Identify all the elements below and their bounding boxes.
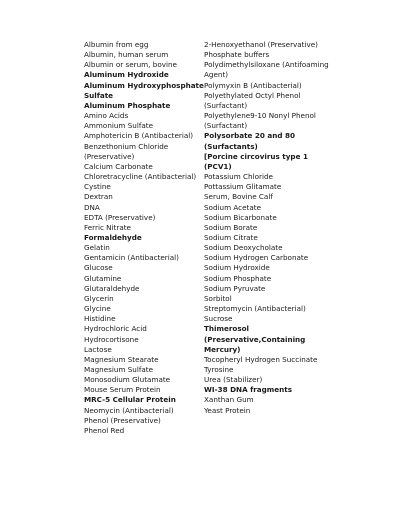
ingredient-item: Xanthan Gum	[204, 395, 254, 405]
ingredient-item: Dextran	[84, 192, 113, 202]
ingredient-item: Benzethonium Chloride (Preservative)	[84, 141, 169, 161]
ingredient-item: Sucrose	[204, 314, 233, 324]
ingredient-item: Aluminum Hydroxide	[84, 70, 169, 80]
ingredient-item: Sodium Hydroxide	[204, 263, 270, 273]
ingredient-item: Aluminum Phosphate	[84, 100, 171, 110]
ingredient-item: Histidine	[84, 314, 116, 324]
ingredient-item: Sodium Phosphate	[204, 273, 272, 283]
ingredient-item: Neomycin (Antibacterial)	[84, 405, 174, 415]
ingredient-item: MRC-5 Cellular Protein	[84, 395, 176, 405]
ingredient-item: Glycerin	[84, 293, 114, 303]
ingredient-item: Sodium Acetate	[204, 202, 261, 212]
ingredient-item: WI-38 DNA fragments	[204, 385, 292, 395]
ingredient-item: Glutamine	[84, 273, 122, 283]
ingredient-item: Streptomycin (Antibacterial)	[204, 304, 306, 314]
ingredient-item: Calcium Carbonate	[84, 161, 153, 171]
ingredient-item: DNA	[84, 202, 100, 212]
ingredient-item: Aluminum Hydroxyphosphate Sulfate	[84, 80, 204, 100]
ingredient-item: Phenol (Preservative)	[84, 415, 161, 425]
ingredient-item: Albumin from egg	[84, 40, 149, 49]
ingredient-item: Glycine	[84, 304, 111, 314]
ingredient-item: Glucose	[84, 263, 113, 273]
ingredient-item: Phenol Red	[84, 425, 125, 435]
ingredient-item: Sodium Citrate	[204, 232, 258, 242]
ingredient-item: Phosphate buffers	[204, 50, 270, 60]
ingredient-item: Serum, Bovine Calf	[204, 192, 273, 202]
ingredient-item: Sodium Pyruvate	[204, 283, 266, 293]
ingredient-item: Formaldehyde	[84, 232, 142, 242]
ingredient-item: Sorbitol	[204, 293, 232, 303]
ingredient-item: Yeast Protein	[204, 405, 251, 415]
ingredient-item: Albumin or serum, bovine	[84, 60, 177, 70]
ingredient-item: Polysorbate 20 and 80 (Surfactants)	[204, 131, 296, 151]
ingredient-item: [Porcine circovirus type 1 (PCV1)	[204, 151, 308, 171]
ingredient-item: Polydimethylsiloxane (Antifoaming Agent)	[204, 60, 329, 80]
ingredient-item: Hydrochloric Acid	[84, 324, 147, 334]
ingredient-item: EDTA (Preservative)	[84, 212, 156, 222]
ingredient-item: Thimerosol (Preservative,Containing Mercury)	[204, 324, 306, 354]
ingredient-item: Albumin, human serum	[84, 50, 169, 60]
ingredient-item: Potassium Chloride	[204, 172, 273, 182]
ingredient-item: Polyethylated Octyl Phenol (Surfactant)	[204, 90, 301, 110]
ingredient-item: Tocopheryl Hydrogen Succinate	[204, 354, 318, 364]
ingredient-item: Mouse Serum Protein	[84, 385, 161, 395]
ingredient-item: Urea (Stabilizer)	[204, 375, 263, 385]
ingredient-item: Gentamicin (Antibacterial)	[84, 253, 179, 263]
ingredient-item: Sodium Borate	[204, 222, 258, 232]
ingredient-item: Tyrosine	[204, 365, 234, 374]
ingredient-item: Amino Acids	[84, 111, 129, 121]
ingredient-item: Polymyxin B (Antibacterial)	[204, 80, 302, 90]
ingredient-item: Ferric Nitrate	[84, 222, 131, 232]
ingredient-item: Amphotericin B (Antibacterial)	[84, 131, 194, 141]
ingredient-item: Chloretracycline (Antibacterial)	[84, 172, 197, 182]
ingredient-item: Ammonium Sulfate	[84, 121, 154, 131]
ingredient-item: Magnesium Sulfate	[84, 365, 154, 374]
ingredient-item: Hydrocortisone	[84, 334, 139, 344]
ingredient-item: Lactose	[84, 344, 112, 354]
ingredient-item: Gelatin	[84, 243, 110, 253]
ingredient-item: Sodium Bicarbonate	[204, 212, 277, 222]
ingredient-item: Sodium Deoxycholate	[204, 243, 283, 253]
ingredient-item: Cystine	[84, 182, 111, 192]
ingredient-item: Pottassium Glitamate	[204, 182, 282, 192]
ingredient-item: Monosodium Glutamate	[84, 375, 171, 385]
ingredient-item: Glutaraldehyde	[84, 283, 140, 293]
ingredient-list-left	[84, 40, 208, 436]
ingredient-item: Polyethylene9-10 Nonyl Phenol (Surfactant)	[204, 111, 316, 131]
ingredient-item: Sodium Hydrogen Carbonate	[204, 253, 309, 263]
ingredient-item: 2-Henoxyethanol (Preservative)	[204, 40, 318, 49]
ingredient-item: Magnesium Stearate	[84, 354, 159, 364]
ingredient-list-right	[204, 40, 332, 416]
